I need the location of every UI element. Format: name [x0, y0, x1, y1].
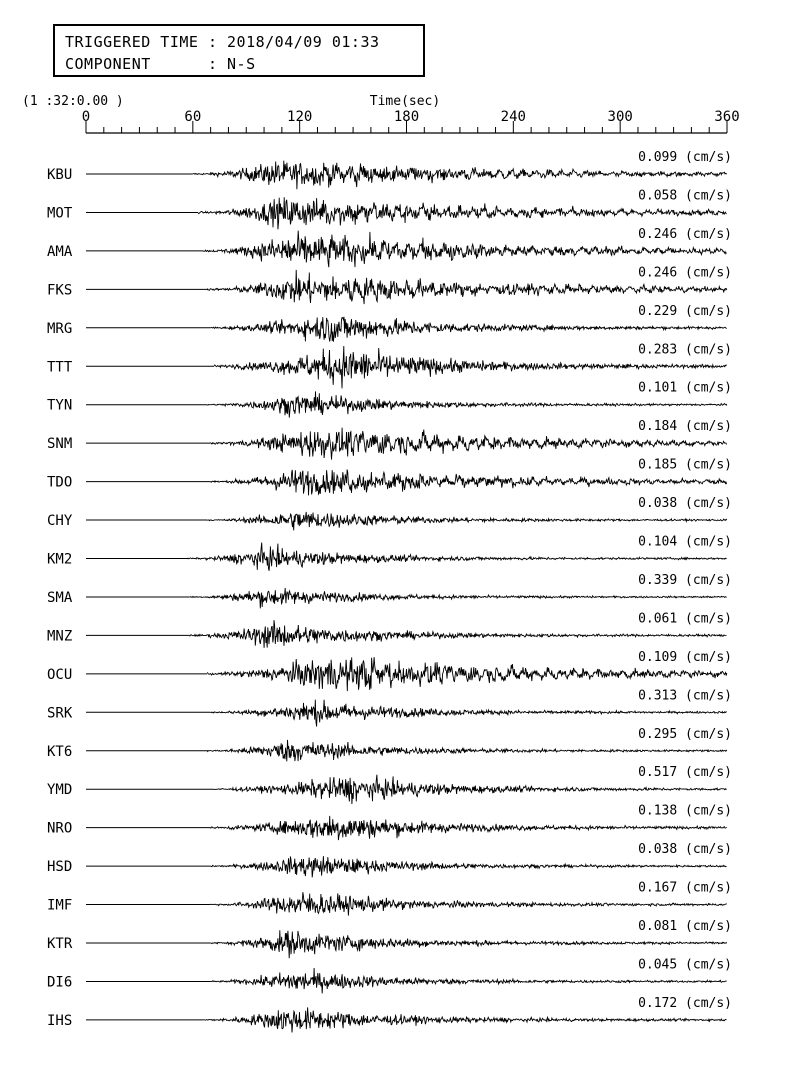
trace-chy [47, 496, 732, 530]
max-amplitude-label: 0.283 (cm/s) [638, 342, 732, 358]
trace-ocu [47, 650, 732, 691]
traces [47, 150, 732, 1033]
trace-mot [47, 188, 732, 229]
waveform-line [211, 317, 727, 342]
station-label: SRK [47, 705, 73, 722]
waveform-line [207, 740, 727, 761]
station-label: DI6 [47, 974, 73, 991]
trace-hsd [47, 842, 732, 877]
trace-ihs [47, 996, 732, 1033]
station-label: SMA [47, 589, 73, 606]
trace-di6 [47, 957, 732, 993]
max-amplitude-label: 0.138 (cm/s) [638, 803, 732, 819]
trace-sma [47, 573, 732, 608]
x-tick-label: 180 [393, 109, 420, 125]
component-line: COMPONENT : N-S [65, 55, 256, 73]
trace-fks [47, 265, 732, 304]
station-label: TDO [47, 474, 73, 491]
x-tick-label: 120 [287, 109, 313, 125]
waveform-line [207, 512, 727, 530]
trace-ymd [47, 765, 732, 804]
station-label: FKS [47, 282, 73, 299]
x-axis-label: Time(sec) [369, 94, 441, 109]
x-tick-label: 0 [81, 109, 91, 125]
triggered-time-label: TRIGGERED TIME [65, 33, 199, 51]
station-label: KT6 [47, 743, 73, 760]
station-label: IHS [47, 1012, 73, 1029]
station-label: TYN [47, 397, 73, 414]
max-amplitude-label: 0.517 (cm/s) [638, 765, 732, 781]
waveform-line [211, 856, 727, 877]
station-label: OCU [47, 666, 73, 683]
max-amplitude-label: 0.101 (cm/s) [638, 380, 732, 396]
trace-km2 [47, 535, 732, 571]
max-amplitude-label: 0.099 (cm/s) [638, 150, 732, 165]
waveform-line [204, 1007, 727, 1032]
max-amplitude-label: 0.339 (cm/s) [638, 572, 732, 588]
station-label: IMF [47, 897, 73, 914]
station-label: MRG [47, 320, 73, 337]
trace-kbu [47, 150, 732, 189]
max-amplitude-label: 0.172 (cm/s) [638, 995, 732, 1011]
station-label: NRO [47, 820, 73, 837]
station-label: AMA [47, 243, 73, 260]
trace-tdo [47, 458, 732, 496]
triggered-time-line: TRIGGERED TIME : 2018/04/09 01:33 [65, 33, 380, 51]
trace-kt6 [47, 727, 732, 762]
time-axis [82, 109, 740, 133]
waveform-line [211, 816, 727, 840]
station-label: SNM [47, 436, 73, 453]
max-amplitude-label: 0.167 (cm/s) [638, 880, 732, 896]
max-amplitude-label: 0.184 (cm/s) [638, 419, 732, 435]
station-label: YMD [47, 782, 73, 799]
triggered-time-value: 2018/04/09 01:33 [227, 33, 380, 51]
trace-srk [47, 688, 732, 726]
max-amplitude-label: 0.104 (cm/s) [638, 534, 732, 550]
max-amplitude-label: 0.038 (cm/s) [638, 496, 732, 512]
x-tick-label: 60 [184, 109, 202, 125]
component-value: N-S [227, 55, 256, 73]
station-label: KTR [47, 936, 73, 952]
trace-ttt [47, 342, 732, 388]
trace-nro [47, 804, 732, 840]
trace-mrg [47, 304, 732, 342]
station-label: MOT [47, 205, 73, 222]
station-label: MNZ [47, 628, 73, 645]
station-label: HSD [47, 859, 73, 876]
x-tick-label: 360 [714, 109, 740, 125]
max-amplitude-label: 0.038 (cm/s) [638, 842, 732, 858]
max-amplitude-label: 0.313 (cm/s) [638, 688, 732, 704]
max-amplitude-label: 0.109 (cm/s) [638, 649, 732, 665]
trace-snm [47, 419, 732, 459]
trace-mnz [47, 611, 732, 647]
trace-tyn [47, 381, 732, 418]
station-label: CHY [47, 513, 73, 530]
trace-ktr [47, 919, 732, 958]
max-amplitude-label: 0.081 (cm/s) [638, 919, 732, 934]
max-amplitude-label: 0.058 (cm/s) [638, 188, 732, 204]
x-tick-label: 240 [500, 109, 526, 125]
max-amplitude-label: 0.061 (cm/s) [638, 611, 732, 627]
waveform-line [211, 892, 727, 915]
waveform-line [211, 700, 727, 727]
waveform-line [189, 588, 726, 608]
max-amplitude-label: 0.185 (cm/s) [638, 457, 732, 473]
trace-imf [47, 881, 732, 916]
max-amplitude-label: 0.045 (cm/s) [638, 957, 732, 973]
max-amplitude-label: 0.246 (cm/s) [638, 226, 732, 242]
max-amplitude-label: 0.229 (cm/s) [638, 303, 732, 319]
max-amplitude-label: 0.246 (cm/s) [638, 265, 732, 281]
station-label: TTT [47, 359, 73, 376]
start-time-label: (1 :32:0.00 ) [22, 94, 124, 109]
x-tick-label: 300 [607, 109, 633, 125]
max-amplitude-label: 0.295 (cm/s) [638, 726, 732, 742]
station-label: KM2 [47, 551, 73, 568]
waveform-line [211, 930, 727, 958]
trace-ama [47, 227, 732, 267]
waveform-line [211, 470, 727, 496]
component-label: COMPONENT [65, 55, 151, 73]
station-label: KBU [47, 167, 73, 183]
